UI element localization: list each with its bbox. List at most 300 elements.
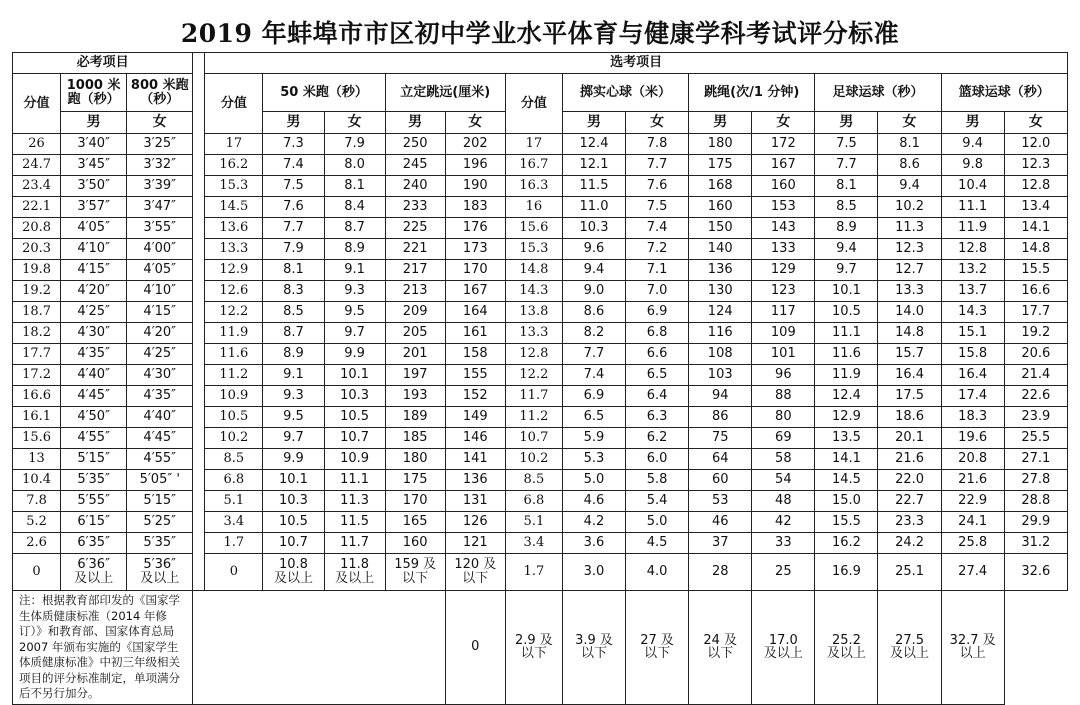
rope-female-cell: 160 xyxy=(752,176,815,197)
rope-male-cell: 175 xyxy=(689,155,752,176)
run50-female-cell: 11.5 xyxy=(324,512,385,533)
football-male-cell: 11.1 xyxy=(815,323,878,344)
ball-male-cell: 3.0 xyxy=(562,554,625,591)
football-male-cell: 15.0 xyxy=(815,491,878,512)
rope-female-cell: 153 xyxy=(752,197,815,218)
run50-male-cell: 8.1 xyxy=(263,260,324,281)
football-female-cell: 16.4 xyxy=(878,365,941,386)
run800-female-cell: 5′05″ ' xyxy=(127,470,193,491)
rope-male-cell: 28 xyxy=(689,554,752,591)
run1000-male-cell: 3′50″ xyxy=(61,176,127,197)
score-a-cell: 13 xyxy=(13,449,61,470)
rope-male-cell: 116 xyxy=(689,323,752,344)
rope-female-cell: 69 xyxy=(752,428,815,449)
score-a-cell: 18.7 xyxy=(13,302,61,323)
football-female-cell: 24.2 xyxy=(878,533,941,554)
ball-female-cell: 5.8 xyxy=(626,470,689,491)
basketball-male-cell: 24.1 xyxy=(941,512,1004,533)
score-a-cell: 2.6 xyxy=(13,533,61,554)
gender-female: 女 xyxy=(878,112,941,134)
basketball-male-cell: 13.7 xyxy=(941,281,1004,302)
run50-male-cell: 7.9 xyxy=(263,239,324,260)
ball-male-cell: 7.7 xyxy=(562,344,625,365)
football-female-cell: 10.2 xyxy=(878,197,941,218)
score-a-cell: 16.6 xyxy=(13,386,61,407)
score-a-cell: 10.4 xyxy=(13,470,61,491)
football-female-cell: 13.3 xyxy=(878,281,941,302)
run50-male-cell: 10.8 及以上 xyxy=(263,554,324,591)
run50-female-cell: 10.3 xyxy=(324,386,385,407)
run800-female-cell: 3′39″ xyxy=(127,176,193,197)
ball-female-cell: 5.4 xyxy=(626,491,689,512)
run800-female-cell: 3′47″ xyxy=(127,197,193,218)
basketball-male-cell: 16.4 xyxy=(941,365,1004,386)
run50-male-cell: 9.3 xyxy=(263,386,324,407)
gender-male: 男 xyxy=(941,112,1004,134)
score-b-cell: 14.5 xyxy=(205,197,263,218)
ball-female-cell: 7.8 xyxy=(626,134,689,155)
basketball-male-cell: 21.6 xyxy=(941,470,1004,491)
basketball-male-cell: 22.9 xyxy=(941,491,1004,512)
score-a-cell: 23.4 xyxy=(13,176,61,197)
ball-male-cell: 12.4 xyxy=(562,134,625,155)
rope-male-cell: 136 xyxy=(689,260,752,281)
football-female-cell: 14.0 xyxy=(878,302,941,323)
required-items-header: 必考项目 xyxy=(13,53,193,74)
jump-female-cell: 176 xyxy=(445,218,505,239)
score-b-cell: 10.9 xyxy=(205,386,263,407)
jump-male-cell: 233 xyxy=(385,197,445,218)
rope-female-cell: 42 xyxy=(752,512,815,533)
basketball-female-cell: 27.1 xyxy=(1004,449,1067,470)
rope-female-cell: 167 xyxy=(752,155,815,176)
rope-female-cell: 129 xyxy=(752,260,815,281)
gender-male: 男 xyxy=(815,112,878,134)
rope-male-cell: 150 xyxy=(689,218,752,239)
football-female-cell: 11.3 xyxy=(878,218,941,239)
jump-male-cell: 197 xyxy=(385,365,445,386)
run50-male-cell: 10.1 xyxy=(263,470,324,491)
football-female-cell: 12.7 xyxy=(878,260,941,281)
jump-female-cell: 170 xyxy=(445,260,505,281)
basketball-female-cell: 23.9 xyxy=(1004,407,1067,428)
optional-items-header: 选考项目 xyxy=(205,53,1068,74)
basketball-male-cell: 20.8 xyxy=(941,449,1004,470)
ball-female-cell: 6.2 xyxy=(626,428,689,449)
rope-male-cell: 94 xyxy=(689,386,752,407)
score-c-cell: 13.3 xyxy=(505,323,562,344)
gender-male: 男 xyxy=(689,112,752,134)
ball-female-cell: 4.0 xyxy=(626,554,689,591)
score-a-cell: 5.2 xyxy=(13,512,61,533)
run1000-male-cell: 5′15″ xyxy=(61,449,127,470)
rope-male-cell: 168 xyxy=(689,176,752,197)
jump-female-cell: 167 xyxy=(445,281,505,302)
basketball-male-cell: 9.8 xyxy=(941,155,1004,176)
rope-male-cell: 103 xyxy=(689,365,752,386)
run800-female-cell: 3′32″ xyxy=(127,155,193,176)
ball-male-cell: 4.2 xyxy=(562,512,625,533)
rope-male-min: 27 及 以下 xyxy=(626,591,689,705)
score-b-cell: 13.3 xyxy=(205,239,263,260)
football-header: 足球运球（秒） xyxy=(815,74,941,112)
basketball-female-cell: 21.4 xyxy=(1004,365,1067,386)
run50-female-cell: 10.5 xyxy=(324,407,385,428)
rope-female-cell: 25 xyxy=(752,554,815,591)
score-c-cell: 12.8 xyxy=(505,344,562,365)
score-c-cell: 1.7 xyxy=(505,554,562,591)
table-row xyxy=(13,533,1068,554)
score-b-cell: 16.2 xyxy=(205,155,263,176)
score-c-cell: 10.7 xyxy=(505,428,562,449)
basketball-header: 篮球运球（秒） xyxy=(941,74,1067,112)
football-female-cell: 22.7 xyxy=(878,491,941,512)
rope-male-cell: 75 xyxy=(689,428,752,449)
football-male-cell: 7.5 xyxy=(815,134,878,155)
basketball-female-cell: 29.9 xyxy=(1004,512,1067,533)
score-table xyxy=(12,52,1068,705)
ball-male-cell: 9.0 xyxy=(562,281,625,302)
football-female-cell: 8.1 xyxy=(878,134,941,155)
football-male-cell: 12.4 xyxy=(815,386,878,407)
score-b-cell: 11.9 xyxy=(205,323,263,344)
gender-female: 女 xyxy=(626,112,689,134)
table-row xyxy=(13,239,1068,260)
gender-male: 男 xyxy=(385,112,445,134)
football-female-cell: 14.8 xyxy=(878,323,941,344)
ball-male-cell: 9.6 xyxy=(562,239,625,260)
table-row xyxy=(13,344,1068,365)
note-row xyxy=(13,591,1068,705)
football-male-cell: 9.4 xyxy=(815,239,878,260)
run50-female-cell: 10.7 xyxy=(324,428,385,449)
score-c-cell: 15.3 xyxy=(505,239,562,260)
table-row xyxy=(13,323,1068,344)
gender-female: 女 xyxy=(445,112,505,134)
rope-female-cell: 101 xyxy=(752,344,815,365)
football-male-cell: 10.1 xyxy=(815,281,878,302)
score-a-cell: 7.8 xyxy=(13,491,61,512)
score-c-cell: 17 xyxy=(505,134,562,155)
ball-male-cell: 4.6 xyxy=(562,491,625,512)
basketball-male-cell: 11.9 xyxy=(941,218,1004,239)
football-female-cell: 8.6 xyxy=(878,155,941,176)
run800-female-cell: 4′30″ xyxy=(127,365,193,386)
ball-male-cell: 7.4 xyxy=(562,365,625,386)
football-female-max: 25.2 及以上 xyxy=(815,591,878,705)
jump-male-cell: 213 xyxy=(385,281,445,302)
jump-female-cell: 202 xyxy=(445,134,505,155)
score-c-cell: 10.2 xyxy=(505,449,562,470)
run1000-male-cell: 4′05″ xyxy=(61,218,127,239)
score-a-cell: 17.2 xyxy=(13,365,61,386)
rope-female-cell: 117 xyxy=(752,302,815,323)
table-row xyxy=(13,554,1068,591)
football-male-cell: 12.9 xyxy=(815,407,878,428)
basketball-male-cell: 13.2 xyxy=(941,260,1004,281)
ball-female-cell: 6.9 xyxy=(626,302,689,323)
ball-female-cell: 6.6 xyxy=(626,344,689,365)
run1000-male-cell: 4′50″ xyxy=(61,407,127,428)
run50-female-cell: 10.9 xyxy=(324,449,385,470)
jump-female-cell: 161 xyxy=(445,323,505,344)
score-a-cell: 15.6 xyxy=(13,428,61,449)
run800-female-cell: 4′00″ xyxy=(127,239,193,260)
ball-female-cell: 7.7 xyxy=(626,155,689,176)
table-row xyxy=(13,365,1068,386)
run800-female-cell: 4′45″ xyxy=(127,428,193,449)
football-male-cell: 13.5 xyxy=(815,428,878,449)
run50-male-cell: 9.9 xyxy=(263,449,324,470)
run50-male-cell: 7.6 xyxy=(263,197,324,218)
score-c-cell: 16 xyxy=(505,197,562,218)
column-gap xyxy=(193,53,205,591)
run50-female-cell: 9.5 xyxy=(324,302,385,323)
run1000-male-cell: 4′35″ xyxy=(61,344,127,365)
football-male-cell: 16.2 xyxy=(815,533,878,554)
ball-female-cell: 6.8 xyxy=(626,323,689,344)
run1000-male-cell: 3′40″ xyxy=(61,134,127,155)
basketball-female-cell: 12.3 xyxy=(1004,155,1067,176)
run800-female-cell: 4′25″ xyxy=(127,344,193,365)
run50-female-cell: 9.1 xyxy=(324,260,385,281)
run1000-male-cell: 4′10″ xyxy=(61,239,127,260)
basketball-male-max: 27.5 及以上 xyxy=(878,591,941,705)
jump-female-cell: 131 xyxy=(445,491,505,512)
football-female-cell: 23.3 xyxy=(878,512,941,533)
rope-female-min: 24 及 以下 xyxy=(689,591,752,705)
jump-male-cell: 175 xyxy=(385,470,445,491)
rope-male-cell: 160 xyxy=(689,197,752,218)
ball-male-cell: 6.9 xyxy=(562,386,625,407)
basketball-male-cell: 9.4 xyxy=(941,134,1004,155)
score-a-cell: 26 xyxy=(13,134,61,155)
basketball-female-cell: 14.8 xyxy=(1004,239,1067,260)
run1000-male-cell: 4′25″ xyxy=(61,302,127,323)
football-male-cell: 16.9 xyxy=(815,554,878,591)
run800-header: 800 米跑 （秒） xyxy=(127,74,193,112)
football-female-cell: 22.0 xyxy=(878,470,941,491)
basketball-female-cell: 15.5 xyxy=(1004,260,1067,281)
rope-male-cell: 53 xyxy=(689,491,752,512)
rope-male-cell: 140 xyxy=(689,239,752,260)
run1000-male-cell: 4′45″ xyxy=(61,386,127,407)
ball-male-cell: 12.1 xyxy=(562,155,625,176)
ball-male-cell: 10.3 xyxy=(562,218,625,239)
table-row xyxy=(13,491,1068,512)
jump-male-cell: 180 xyxy=(385,449,445,470)
basketball-male-cell: 14.3 xyxy=(941,302,1004,323)
jump-female-cell: 136 xyxy=(445,470,505,491)
run800-female-cell: 4′10″ xyxy=(127,281,193,302)
table-row xyxy=(13,470,1068,491)
rope-female-cell: 109 xyxy=(752,323,815,344)
rope-male-cell: 124 xyxy=(689,302,752,323)
run1000-male-cell: 4′30″ xyxy=(61,323,127,344)
run50-female-cell: 9.9 xyxy=(324,344,385,365)
gender-male: 男 xyxy=(61,112,127,134)
run50-header: 50 米跑（秒） xyxy=(263,74,385,112)
football-female-cell: 21.6 xyxy=(878,449,941,470)
score-a-cell: 19.2 xyxy=(13,281,61,302)
ball-male-min: 2.9 及 以下 xyxy=(505,591,562,705)
run50-male-cell: 7.3 xyxy=(263,134,324,155)
jump-male-cell: 159 及 以下 xyxy=(385,554,445,591)
rope-female-cell: 172 xyxy=(752,134,815,155)
ball-female-cell: 7.0 xyxy=(626,281,689,302)
footnote: 注：根据教育部印发的《国家学生体质健康标准（2014 年修订）》和教育部、国家体育总局 2007 年颁布实施的《国家学生体质健康标准》中初三年级相关项目的评分标准制定，单项满分后不另行加分。 xyxy=(13,591,193,705)
basketball-female-max: 32.7 及 以上 xyxy=(941,591,1004,705)
basketball-female-cell: 17.7 xyxy=(1004,302,1067,323)
run800-female-cell: 4′05″ xyxy=(127,260,193,281)
score-c-cell: 13.8 xyxy=(505,302,562,323)
run1000-male-cell: 6′35″ xyxy=(61,533,127,554)
basketball-female-cell: 28.8 xyxy=(1004,491,1067,512)
ball-header: 掷实心球（米） xyxy=(562,74,688,112)
jump-male-cell: 250 xyxy=(385,134,445,155)
ball-female-cell: 7.4 xyxy=(626,218,689,239)
score-b-cell: 10.5 xyxy=(205,407,263,428)
run50-female-cell: 7.9 xyxy=(324,134,385,155)
football-male-cell: 11.6 xyxy=(815,344,878,365)
table-row xyxy=(13,197,1068,218)
jump-female-cell: 146 xyxy=(445,428,505,449)
score-c-cell: 12.2 xyxy=(505,365,562,386)
run1000-male-cell: 5′55″ xyxy=(61,491,127,512)
rope-female-cell: 133 xyxy=(752,239,815,260)
basketball-female-cell: 27.8 xyxy=(1004,470,1067,491)
basketball-female-cell: 19.2 xyxy=(1004,323,1067,344)
run50-female-cell: 11.7 xyxy=(324,533,385,554)
basketball-male-cell: 11.1 xyxy=(941,197,1004,218)
score-a-cell: 20.3 xyxy=(13,239,61,260)
football-male-cell: 7.7 xyxy=(815,155,878,176)
run50-female-cell: 9.7 xyxy=(324,323,385,344)
jump-female-cell: 120 及 以下 xyxy=(445,554,505,591)
header-row-groups xyxy=(13,53,1068,74)
score-b-cell: 5.1 xyxy=(205,491,263,512)
rope-male-cell: 130 xyxy=(689,281,752,302)
table-row xyxy=(13,176,1068,197)
football-male-max: 17.0 及以上 xyxy=(752,591,815,705)
football-male-cell: 14.1 xyxy=(815,449,878,470)
basketball-female-cell: 22.6 xyxy=(1004,386,1067,407)
rope-male-cell: 37 xyxy=(689,533,752,554)
ball-male-cell: 5.0 xyxy=(562,470,625,491)
basketball-female-cell: 31.2 xyxy=(1004,533,1067,554)
jump-male-cell: 245 xyxy=(385,155,445,176)
rope-male-cell: 64 xyxy=(689,449,752,470)
football-male-cell: 8.9 xyxy=(815,218,878,239)
score-b-cell: 17 xyxy=(205,134,263,155)
run50-male-cell: 10.3 xyxy=(263,491,324,512)
ball-male-cell: 11.0 xyxy=(562,197,625,218)
run50-male-cell: 8.3 xyxy=(263,281,324,302)
basketball-female-cell: 12.8 xyxy=(1004,176,1067,197)
run50-male-cell: 7.7 xyxy=(263,218,324,239)
run1000-male-cell: 4′15″ xyxy=(61,260,127,281)
ball-female-cell: 6.5 xyxy=(626,365,689,386)
run1000-male-cell: 3′57″ xyxy=(61,197,127,218)
rope-female-cell: 88 xyxy=(752,386,815,407)
run50-male-cell: 7.4 xyxy=(263,155,324,176)
rope-female-cell: 143 xyxy=(752,218,815,239)
run1000-male-cell: 3′45″ xyxy=(61,155,127,176)
run50-male-cell: 10.5 xyxy=(263,512,324,533)
basketball-female-cell: 32.6 xyxy=(1004,554,1067,591)
ball-female-min: 3.9 及 以下 xyxy=(562,591,625,705)
gender-female: 女 xyxy=(127,112,193,134)
jump-female-cell: 183 xyxy=(445,197,505,218)
jump-female-cell: 173 xyxy=(445,239,505,260)
football-female-cell: 20.1 xyxy=(878,428,941,449)
jump-male-cell: 193 xyxy=(385,386,445,407)
score-a-cell: 0 xyxy=(13,554,61,591)
basketball-male-cell: 19.6 xyxy=(941,428,1004,449)
score-b-cell: 8.5 xyxy=(205,449,263,470)
run800-female-cell: 4′35″ xyxy=(127,386,193,407)
rope-female-cell: 58 xyxy=(752,449,815,470)
run1000-male-cell: 4′40″ xyxy=(61,365,127,386)
score-b-cell: 0 xyxy=(205,554,263,591)
gender-female: 女 xyxy=(1004,112,1067,134)
run50-female-cell: 8.0 xyxy=(324,155,385,176)
jump-male-cell: 165 xyxy=(385,512,445,533)
score-b-cell: 1.7 xyxy=(205,533,263,554)
jump-female-cell: 164 xyxy=(445,302,505,323)
score-a-cell: 19.8 xyxy=(13,260,61,281)
score-a-cell: 24.7 xyxy=(13,155,61,176)
score-c-cell: 14.8 xyxy=(505,260,562,281)
gender-male: 男 xyxy=(263,112,324,134)
football-male-cell: 11.9 xyxy=(815,365,878,386)
run50-female-cell: 10.1 xyxy=(324,365,385,386)
rope-male-cell: 108 xyxy=(689,344,752,365)
ball-female-cell: 7.5 xyxy=(626,197,689,218)
score-b-cell: 6.8 xyxy=(205,470,263,491)
score-a-cell: 16.1 xyxy=(13,407,61,428)
table-row xyxy=(13,134,1068,155)
jump-female-cell: 196 xyxy=(445,155,505,176)
rope-male-cell: 60 xyxy=(689,470,752,491)
last-score: 0 xyxy=(445,591,505,705)
basketball-female-cell: 13.4 xyxy=(1004,197,1067,218)
rope-header: 跳绳(次/1 分钟) xyxy=(689,74,815,112)
jump-male-cell: 189 xyxy=(385,407,445,428)
run50-male-cell: 8.5 xyxy=(263,302,324,323)
score-c-cell: 8.5 xyxy=(505,470,562,491)
score-a-cell: 22.1 xyxy=(13,197,61,218)
score-header-2: 分值 xyxy=(205,74,263,134)
gender-female: 女 xyxy=(752,112,815,134)
table-row xyxy=(13,218,1068,239)
run800-female-cell: 3′25″ xyxy=(127,134,193,155)
football-male-cell: 9.7 xyxy=(815,260,878,281)
run50-male-cell: 9.5 xyxy=(263,407,324,428)
table-row xyxy=(13,155,1068,176)
jump-male-cell: 209 xyxy=(385,302,445,323)
basketball-male-cell: 15.1 xyxy=(941,323,1004,344)
score-header: 分值 xyxy=(13,74,61,134)
run800-female-cell: 3′55″ xyxy=(127,218,193,239)
ball-female-cell: 5.0 xyxy=(626,512,689,533)
score-b-cell: 12.9 xyxy=(205,260,263,281)
run800-female-cell: 4′15″ xyxy=(127,302,193,323)
gender-female: 女 xyxy=(324,112,385,134)
table-row xyxy=(13,512,1068,533)
run50-male-cell: 9.7 xyxy=(263,428,324,449)
ball-female-cell: 7.1 xyxy=(626,260,689,281)
